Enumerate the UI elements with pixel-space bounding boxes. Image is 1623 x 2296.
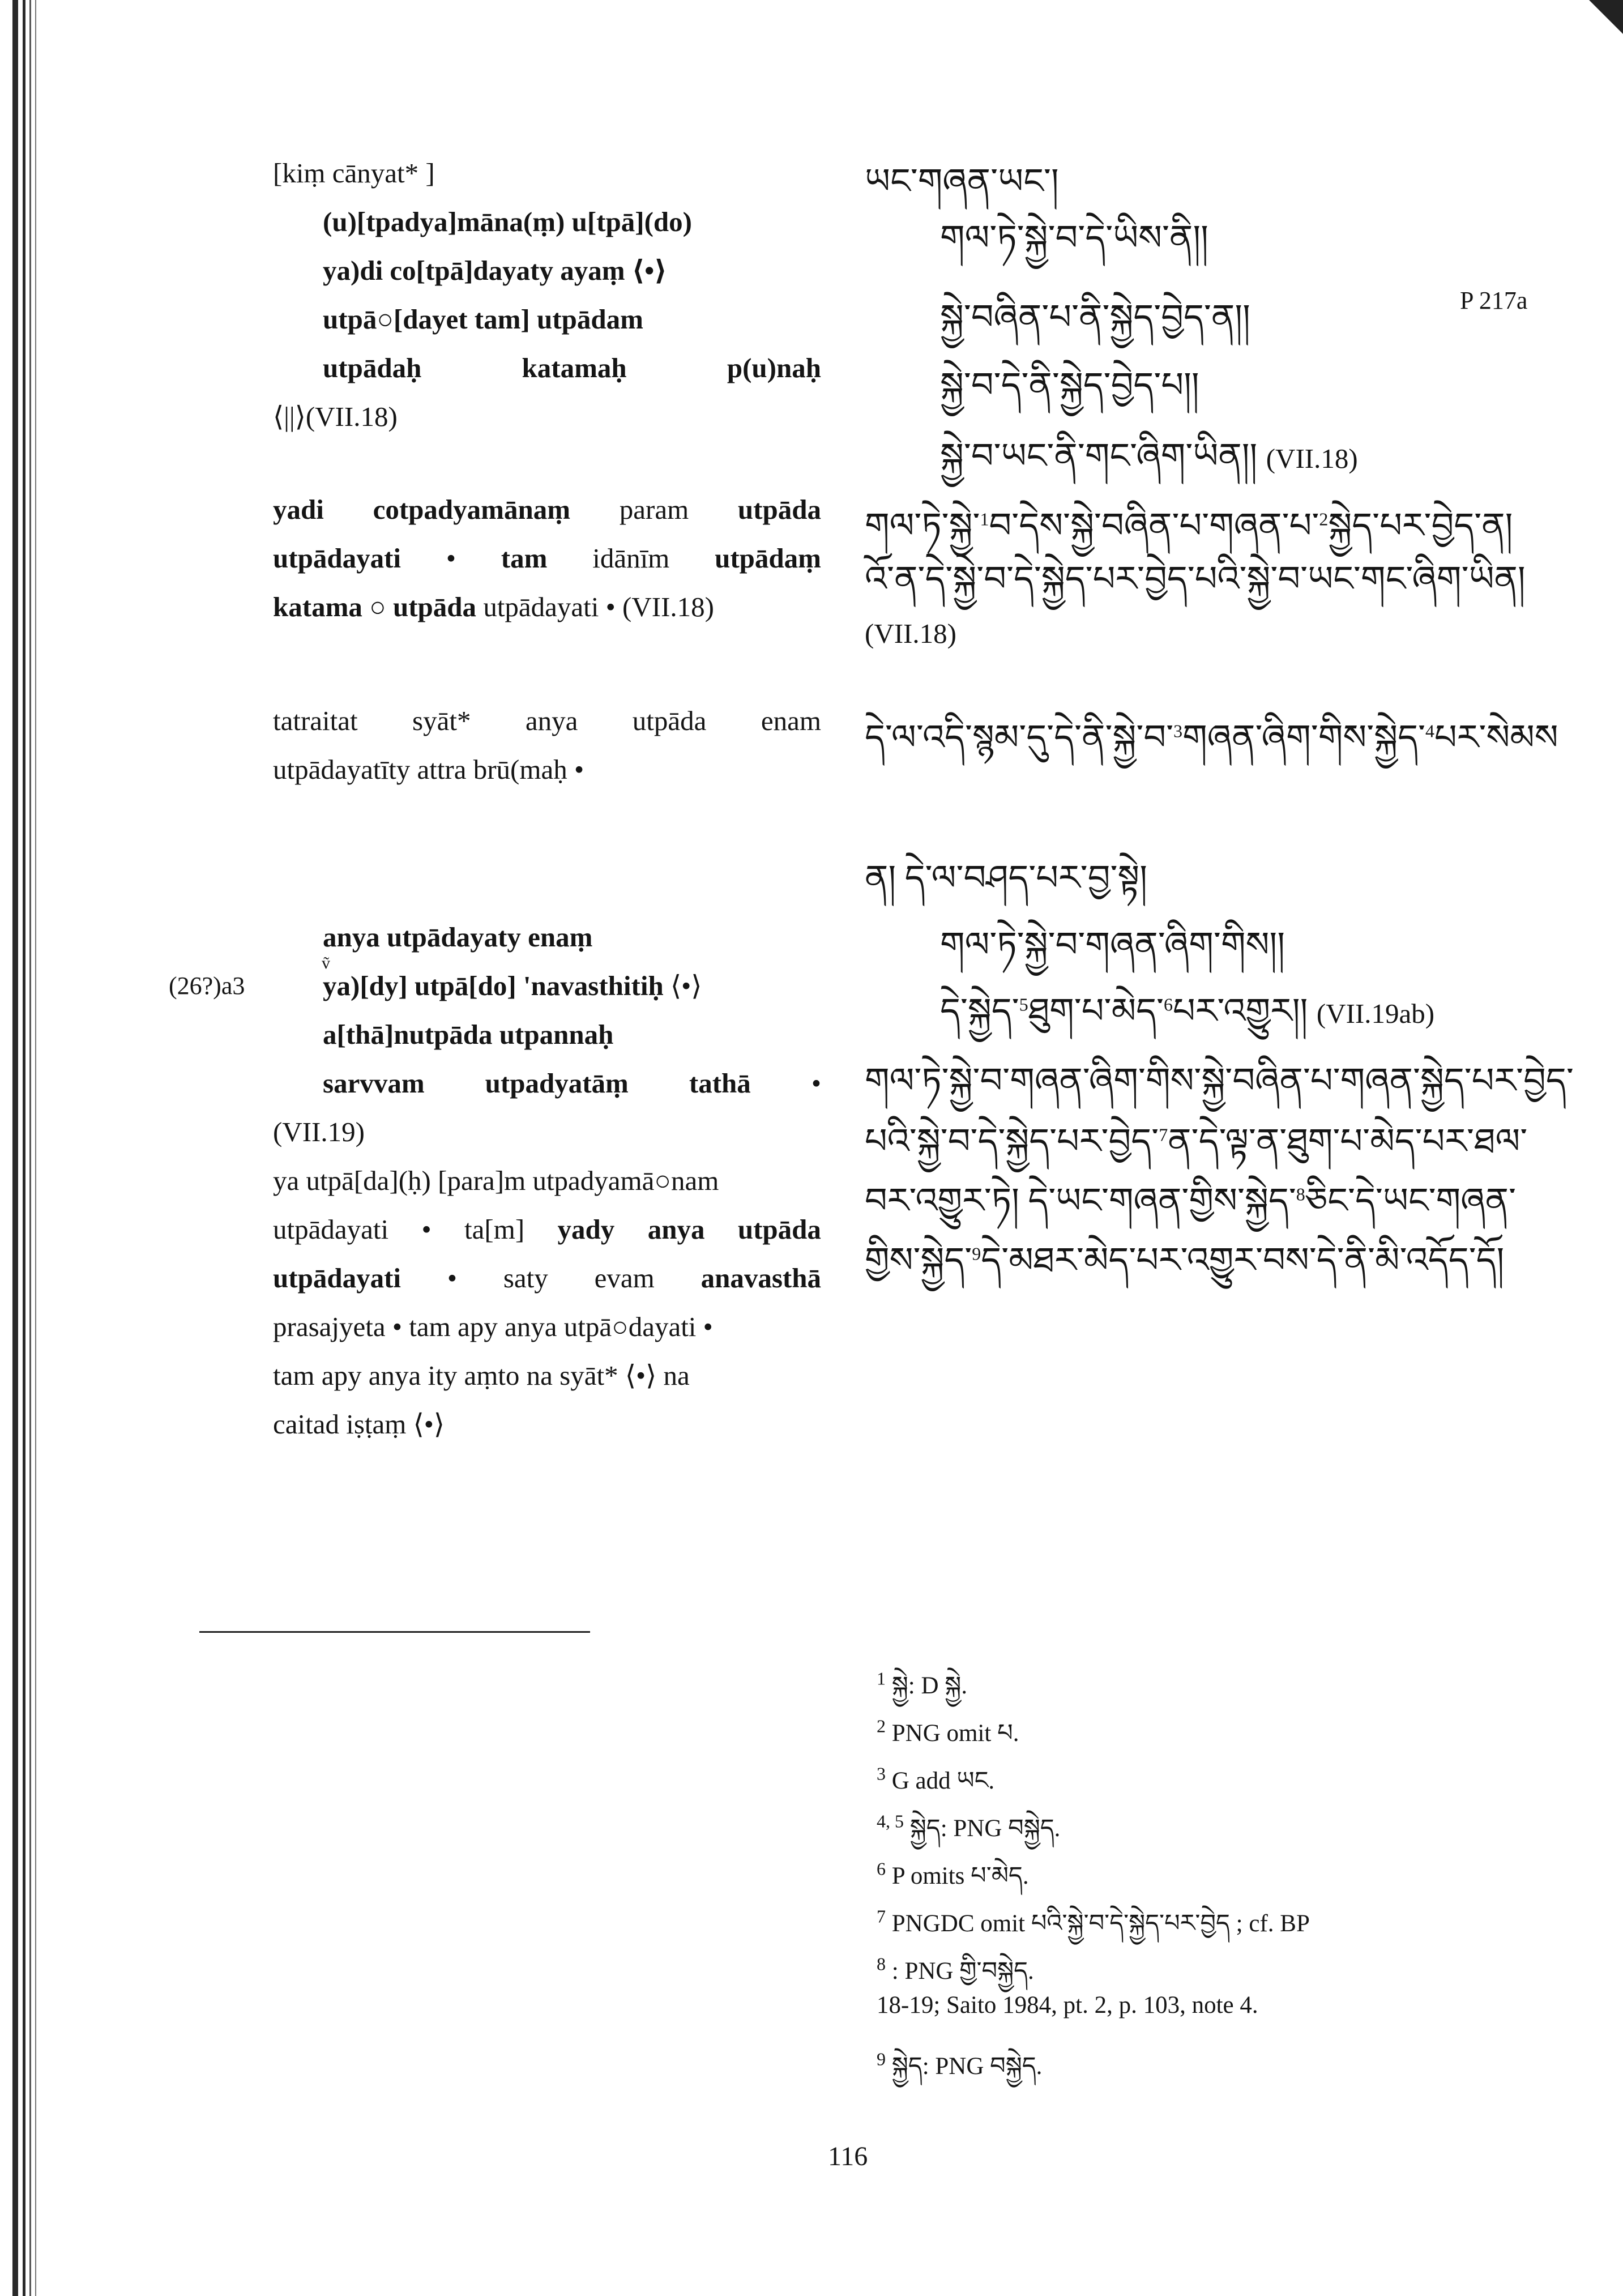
footnote-text: ; cf. BP: [1229, 1910, 1310, 1937]
footnote-text: PNGDC omit: [891, 1910, 1031, 1937]
word: anavasthā: [701, 1262, 821, 1294]
tibetan-text: བར་འགྱུར་ཏེ། དེ་ཡང་གཞན་གྱིས་སྐྱེད་: [865, 1182, 1296, 1220]
word: •: [446, 543, 456, 574]
footnote-marker: 4: [1425, 720, 1435, 741]
word: evam: [594, 1262, 655, 1294]
word: utpāda: [737, 1214, 821, 1245]
word: param: [619, 494, 689, 525]
tibetan-reading: སྐྱེད: [891, 2053, 922, 2080]
prose-line: utpādayatīty attra brū(maḥ •: [273, 754, 584, 785]
tibetan-verse-line: སྐྱེ་བ་དེ་ནི་སྐྱེད་བྱེད་པ།།: [940, 366, 1199, 405]
tibetan-commentary-line: འོ་ན་དེ་སྐྱེ་བ་དེ་སྐྱེད་པར་བྱེད་པའི་སྐྱེ་བ་ཡང་གང་ཞིག་ཡིན།: [865, 560, 1526, 599]
word: utpadyatāṃ: [485, 1068, 629, 1099]
sanskrit-block-2: [273, 485, 821, 631]
footnote-continuation: 18-19; Saito 1984, pt. 2, p. 103, note 4.: [877, 1992, 1258, 2018]
binding-shadow: [35, 0, 36, 2296]
word: •: [421, 1214, 432, 1245]
sanskrit-block-3: [273, 697, 821, 794]
tibetan-reading: སྐྱེ: [945, 1672, 962, 1699]
binding-shadow: [12, 0, 18, 2296]
footnote: [877, 1753, 1471, 1801]
tibetan-text: དེ་སྐྱེད་: [940, 992, 1019, 1031]
verse-word: katamaḥ: [522, 352, 627, 383]
word: •: [811, 1068, 821, 1099]
footnote-text: .: [1036, 2053, 1043, 2080]
word: utpāda: [737, 494, 821, 525]
tibetan-text: དེ་ལ་འདི་སྙམ་དུ་དེ་ནི་སྐྱེ་བ་: [865, 719, 1174, 757]
word: katama ○ utpāda: [273, 591, 477, 622]
tibetan-reading: བསྐྱེད: [990, 2053, 1036, 2080]
binding-shadow: [23, 0, 25, 2296]
footnote-text: .: [1054, 1815, 1061, 1842]
prose-line: ya utpā[da](ḥ) [para]m utpadyamā○nam: [273, 1165, 719, 1196]
footnote: [877, 1849, 1471, 1896]
word: anya: [525, 705, 578, 736]
tibetan-text: པར་འགྱུར།།: [1173, 992, 1308, 1031]
tibetan-text: པར་སེམས: [1434, 719, 1558, 757]
tibetan-text: ན་དེ་ལྟ་ན་ཐུག་པ་མེད་པར་ཐལ་: [1168, 1123, 1528, 1161]
verse-reference: ⟨||⟩(VII.18): [273, 401, 398, 432]
tibetan-commentary-line: [865, 698, 1558, 797]
verse-text: ⟨•⟩: [663, 970, 702, 1001]
verse-word: p(u)naḥ: [727, 352, 821, 383]
tibetan-verse-line: གལ་ཏེ་སྐྱེ་བ་གཞན་ཞིག་གིས།།: [940, 926, 1285, 965]
verse-line: [273, 1059, 821, 1108]
prose-line: caitad iṣṭaṃ ⟨•⟩: [273, 1409, 445, 1440]
verse-line: (u)[tpadya]māna(ṃ) u[tpā](do): [323, 206, 692, 237]
verse-reference: (VII.19ab): [1316, 998, 1435, 1029]
footnote-text: : PNG: [940, 1815, 1009, 1842]
word: ta[m]: [464, 1214, 525, 1245]
footnote-number: 6: [877, 1858, 886, 1879]
footnote-number: 9: [877, 2049, 886, 2069]
prose-line: [273, 583, 821, 631]
footnote-number: 7: [877, 1906, 886, 1927]
tibetan-text: ཐུག་པ་མེད་: [1028, 992, 1164, 1031]
tibetan-text: སྐྱེ་བཞིན་པ་ནི་སྐྱེད་: [940, 298, 1161, 337]
tibetan-text: གཞན་ཞིག་གིས་སྐྱེད་: [1182, 719, 1426, 757]
word: utpāda: [632, 705, 707, 736]
prose-line: tam apy anya ity aṃto na syāt* ⟨•⟩ na: [273, 1360, 690, 1391]
word: enam: [761, 705, 821, 736]
verse-line: [273, 962, 821, 1010]
tibetan-text: བ་དེས་སྐྱེ་བཞིན་པ་གཞན་པ་: [989, 507, 1319, 545]
footnote-text: P omits: [891, 1863, 971, 1889]
word: yadi: [273, 494, 324, 525]
footnote: [877, 1944, 1471, 1991]
tibetan-text: སྐྱེད་པར་བྱེད་ན།: [1328, 507, 1513, 545]
tibetan-commentary-line: གལ་ཏེ་སྐྱེ་བ་གཞན་ཞིག་གིས་སྐྱེ་བཞིན་པ་གཞན་སྐྱེད་པར་བྱེད་: [865, 1062, 1574, 1100]
tibetan-commentary-line: ན། དེ་ལ་བཤད་པར་བྱ་སྟེ།: [865, 859, 1147, 898]
tibetan-line: ཡང་གཞན་ཡང་།: [865, 163, 1059, 201]
footnote-number: 3: [877, 1763, 886, 1784]
binding-shadow: [29, 0, 31, 2296]
tibetan-text: པའི་སྐྱེ་བ་དེ་སྐྱེད་པར་བྱེད་: [865, 1123, 1159, 1161]
manuscript-mark: ṽ: [322, 954, 330, 972]
footnote-marker: 8: [1296, 1184, 1305, 1205]
footnote-text: G add: [891, 1768, 957, 1794]
footnote-text: .: [1013, 1720, 1019, 1747]
word: tam: [501, 543, 548, 574]
tibetan-text: ཅིང་དེ་ཡང་གཞན་: [1305, 1182, 1517, 1220]
footnote-marker: 5: [1019, 994, 1028, 1015]
verse-word: utpādaḥ: [323, 352, 422, 383]
tibetan-reading: པ: [997, 1720, 1013, 1747]
footnote-text: : D: [908, 1672, 945, 1699]
word: saty: [503, 1262, 548, 1294]
footnotes: [877, 1658, 1471, 2134]
word: utpādayati: [273, 1214, 389, 1245]
tibetan-reading: སྐྱེ: [891, 1672, 908, 1699]
footnote-number: 1: [877, 1668, 886, 1689]
tibetan-reading: ཡང: [956, 1768, 989, 1794]
word: idānīm: [592, 543, 670, 574]
footnote: [877, 1801, 1471, 1849]
word: syāt*: [412, 705, 471, 736]
prose-line: [273, 534, 821, 583]
footnote-number: 4, 5: [877, 1811, 904, 1832]
word: utpādayati: [273, 1262, 402, 1294]
footnote-number: 8: [877, 1953, 886, 1974]
tibetan-reading: པ་མེད: [971, 1863, 1023, 1889]
footnote: [877, 2039, 1471, 2086]
tibetan-text: དེ་མཐར་མེད་པར་འགྱུར་བས་དེ་ནི་མི་འདོད་དོ།: [981, 1241, 1505, 1280]
footnote-text: .: [1022, 1863, 1029, 1889]
tibetan-commentary-line: [865, 1220, 1504, 1320]
word: •: [447, 1262, 458, 1294]
prose-line: [273, 1254, 821, 1303]
word: utpādaṃ: [715, 543, 821, 574]
word: sarvvam: [323, 1068, 425, 1099]
footnote-separator: [199, 1631, 590, 1633]
verse-line: utpā○[dayet tam] utpādam: [323, 304, 643, 335]
footnote: [877, 2086, 1471, 2134]
prose-line: [273, 697, 821, 745]
footnote-text: .: [988, 1768, 995, 1794]
footnote-number: 2: [877, 1715, 886, 1736]
tibetan-reading: པའི་སྐྱེ་བ་དེ་སྐྱེད་པར་བྱེད: [1031, 1910, 1230, 1937]
verse-line: [273, 344, 821, 392]
footnote: [877, 1896, 1471, 1944]
prose-line: [273, 485, 821, 534]
tibetan-text: སྐྱེ་བ་ཡང་ནི་གང་ཞིག་ཡིན།།: [940, 437, 1258, 476]
page-corner-mark: [1589, 0, 1623, 34]
footnote-marker: 7: [1159, 1124, 1168, 1145]
footnote-marker: 3: [1173, 720, 1183, 741]
footnote-marker: 2: [1319, 509, 1329, 530]
word: tatraitat: [273, 705, 358, 736]
sanskrit-block-4: [273, 913, 821, 1449]
tibetan-text: གལ་ཏེ་སྐྱེ་: [865, 507, 980, 545]
tibetan-text: གྱིས་སྐྱེད་: [865, 1241, 972, 1280]
prose-line: [273, 1205, 821, 1254]
word: utpādayati: [273, 543, 402, 574]
word: cotpadyamānaṃ: [373, 494, 571, 525]
verse-reference: (VII.18): [1266, 443, 1358, 474]
footnote-text: .: [1028, 1958, 1034, 1985]
footnote: [877, 1658, 1471, 1706]
word: anya: [647, 1214, 705, 1245]
sanskrit-line: [kiṃ cānyat* ]: [273, 157, 435, 189]
tibetan-reading: བསྐྱེད: [1008, 1815, 1054, 1842]
footnote-text: : PNG: [891, 1958, 960, 1985]
footnote-text: : PNG: [922, 2053, 990, 2080]
footnote-marker: 1: [980, 509, 989, 530]
folio-reference: P 217a: [1460, 287, 1528, 314]
tibetan-reading: གྱི་བསྐྱེད: [959, 1958, 1028, 1985]
footnote-text: .: [961, 1672, 968, 1699]
verse-reference: (VII.18): [865, 618, 956, 649]
word: tathā: [689, 1068, 751, 1099]
folio-reference: (26?)a3: [169, 972, 245, 1000]
tibetan-verse-line: གལ་ཏེ་སྐྱེ་བ་དེ་ཡིས་ནི།།: [940, 219, 1208, 258]
sanskrit-block-1: [273, 149, 821, 441]
prose-line: prasajyeta • tam apy anya utpā○dayati •: [273, 1311, 713, 1342]
footnote-marker: 6: [1164, 994, 1173, 1015]
page-number: 116: [828, 2141, 868, 2171]
footnote: [877, 1706, 1471, 1753]
verse-text: ya)[dy] utpā[do] 'navasthitiḥ: [323, 970, 664, 1001]
tibetan-reading: སྐྱེད: [909, 1815, 941, 1842]
verse-line: a[thā]nutpāda utpannaḥ: [323, 1019, 614, 1050]
verse-line: anya utpādayaty enaṃ: [323, 921, 593, 953]
tibetan-text: བྱེད་ན།།: [1161, 298, 1250, 337]
verse-line: ya)di co[tpā]dayaty ayaṃ ⟨•⟩: [323, 255, 667, 286]
word: yady: [557, 1214, 615, 1245]
verse-reference: (VII.19): [273, 1116, 365, 1147]
word: utpādayati • (VII.18): [476, 591, 714, 622]
footnote-marker: 9: [972, 1243, 981, 1264]
footnote-text: PNG omit: [891, 1720, 998, 1747]
